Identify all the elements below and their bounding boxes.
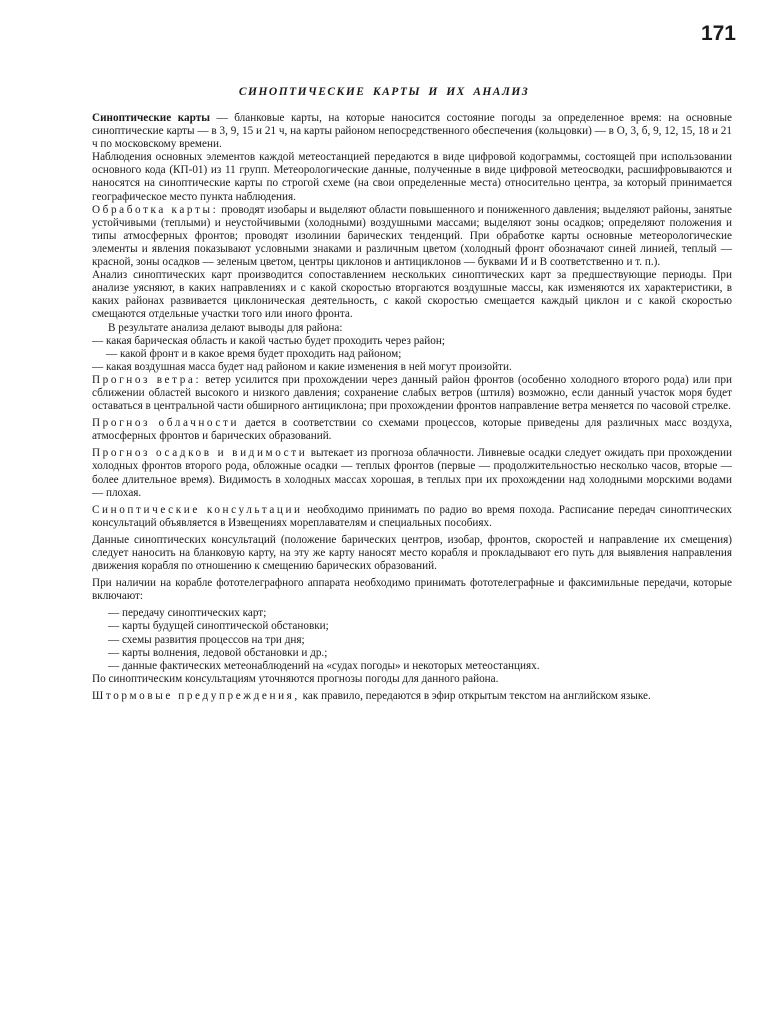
paragraph-observations: Наблюдения основных элементов каждой метеостанцией передаются в виде цифровой кодограммы, состоящей при использовании основного кода (КП-01) из 11 групп. Метеорологические данные, полученные в виде цифровой метеосводки, расшифровываются и наносятся на синоптические карты по строгой схеме (на свои определенные места) относительно центра, за который принимается географическое место пункта наблюдения. bbox=[92, 151, 732, 203]
paragraph-precipitation-forecast bbox=[92, 447, 732, 499]
paragraph-phototelegraph: При наличии на корабле фототелеграфного аппарата необходимо принимать фототелеграфные и факсимильные передачи, которые включают: bbox=[92, 577, 732, 603]
paragraph-synoptic-consultations bbox=[92, 504, 732, 530]
term-storm-warnings: Штормовые предупреждения, bbox=[92, 689, 300, 702]
paragraph-text: вытекает из прогноза облачности. Ливневые осадки следует ожидать при прохождении холодных фронтов второго рода, обложные осадки — теплых фронтов (первые — продолжительностью несколько часов, вторые — более длительное время). Видимость в холодных массах хорошая, в теплых при их прохождении над холодными морскими водами — плохая. bbox=[92, 447, 732, 499]
conclusion-item: — какая воздушная масса будет над районом и какие изменения в ней могут произойти. bbox=[92, 360, 512, 373]
conclusion-item: — какой фронт и в какое время будет проходить над районом; bbox=[106, 347, 402, 360]
term-map-processing: Обработка карты: bbox=[92, 203, 219, 216]
document-body bbox=[92, 112, 732, 703]
paragraph-storm-warnings bbox=[92, 690, 732, 703]
paragraph-text: — бланковые карты, на которые наносится состояние погоды за определенное время: на основные синоптические карты — в 3, 9, 15 и 21 ч, на карты районом непосредственного обеспечения (кольцовки) — в О, 3, б, 9, 12, 15, 18 и 21 ч по московскому времени. bbox=[92, 112, 732, 151]
list-item: — передачу синоптических карт; bbox=[108, 607, 267, 620]
term-precipitation-forecast: Прогноз осадков и видимости bbox=[92, 447, 308, 460]
list-item: — данные фактических метеонаблюдений на «судах погоды» и некоторых метеостанциях. bbox=[108, 659, 540, 672]
paragraph-conclusions: В результате анализа делают выводы для района: bbox=[108, 321, 343, 334]
paragraph-text: проводят изобары и выделяют области повышенного и пониженного давления; выделяют районы, занятые устойчивыми (теплыми) и неустойчивыми (холодными) воздушными массами; выделяют зоны осадков; определяют положения и типы атмосферных фронтов; проводят изолинии барических тенденций. При обработке карты основные метеорологические элементы и явления показывают условными знаками и различным цветом (холодный фронт обозначают синей линией, теплый — красной, зоны осадков — зеленым цветом, центры циклонов и антициклонов — буквами И и В соответственно и т. п.). bbox=[92, 203, 732, 269]
paragraph-forecast-refinement: По синоптическим консультациям уточняются прогнозы погоды для данного района. bbox=[92, 672, 499, 685]
paragraph-text: дается в соответствии со схемами процессов, которые приведены для различных масс воздуха, атмосферных фронтов и барических образований. bbox=[92, 417, 732, 443]
page-title: СИНОПТИЧЕСКИЕ КАРТЫ И ИХ АНАЛИЗ bbox=[238, 86, 530, 98]
paragraph-analysis: Анализ синоптических карт производится сопоставлением нескольких синоптических карт за предшествующие периоды. При анализе уясняют, в каких направлениях и с какой скоростью вторгаются воздушные массы, как изменяются их характеристики, в каких районах развивается циклоническая деятельность, с какой скоростью смещается каждый циклон и с какой скоростью смещаются отдельные участки того или иного фронта. bbox=[92, 269, 732, 321]
list-item: — карты будущей синоптической обстановки; bbox=[108, 620, 329, 633]
paragraph-map-processing bbox=[92, 204, 732, 269]
term-synoptic-maps: Синоптические карты bbox=[92, 112, 210, 124]
paragraph-text: необходимо принимать по радио во время похода. Расписание передач синоптических консультаций объявляется в Извещениях мореплавателям и специальных пособиях. bbox=[92, 503, 733, 529]
list-item: — карты волнения, ледовой обстановки и др.; bbox=[108, 646, 328, 659]
term-wind-forecast: Прогноз ветра: bbox=[92, 373, 202, 386]
term-cloud-forecast: Прогноз облачности bbox=[92, 417, 240, 430]
paragraph-text: как правило, передаются в эфир открытым текстом на английском языке. bbox=[299, 689, 651, 702]
conclusion-item: — какая барическая область и какой частью будет проходить через район; bbox=[92, 334, 445, 347]
paragraph-cloud-forecast bbox=[92, 417, 732, 443]
paragraph-wind-forecast bbox=[92, 374, 732, 413]
transmissions-list bbox=[92, 607, 732, 672]
term-synoptic-consultations: Синоптические консультации bbox=[92, 503, 303, 516]
page-number: 171 bbox=[700, 22, 736, 45]
list-item: — схемы развития процессов на три дня; bbox=[108, 633, 305, 646]
paragraph-consultation-data: Данные синоптических консультаций (положение барических центров, изобар, фронтов, скоростей и направление их смещения) следует наносить на бланковую карту, на эту же карту наносят место корабля и прокладывают его путь для выявления направления движения корабля по отношению к смещению барических образований. bbox=[92, 533, 732, 573]
paragraph-synoptic-maps bbox=[92, 112, 732, 151]
paragraph-text: ветер усилится при прохождении через данный район фронтов (особенно холодного второго рода) или при сближении областей высокого и низкого давления; сохранение слабых ветров (штиля) возможно, если данный участок моря будет оставаться в центральной части обширного антициклона; при прохождении фронтов направление ветра меняется по часовой стрелке. bbox=[92, 373, 732, 413]
